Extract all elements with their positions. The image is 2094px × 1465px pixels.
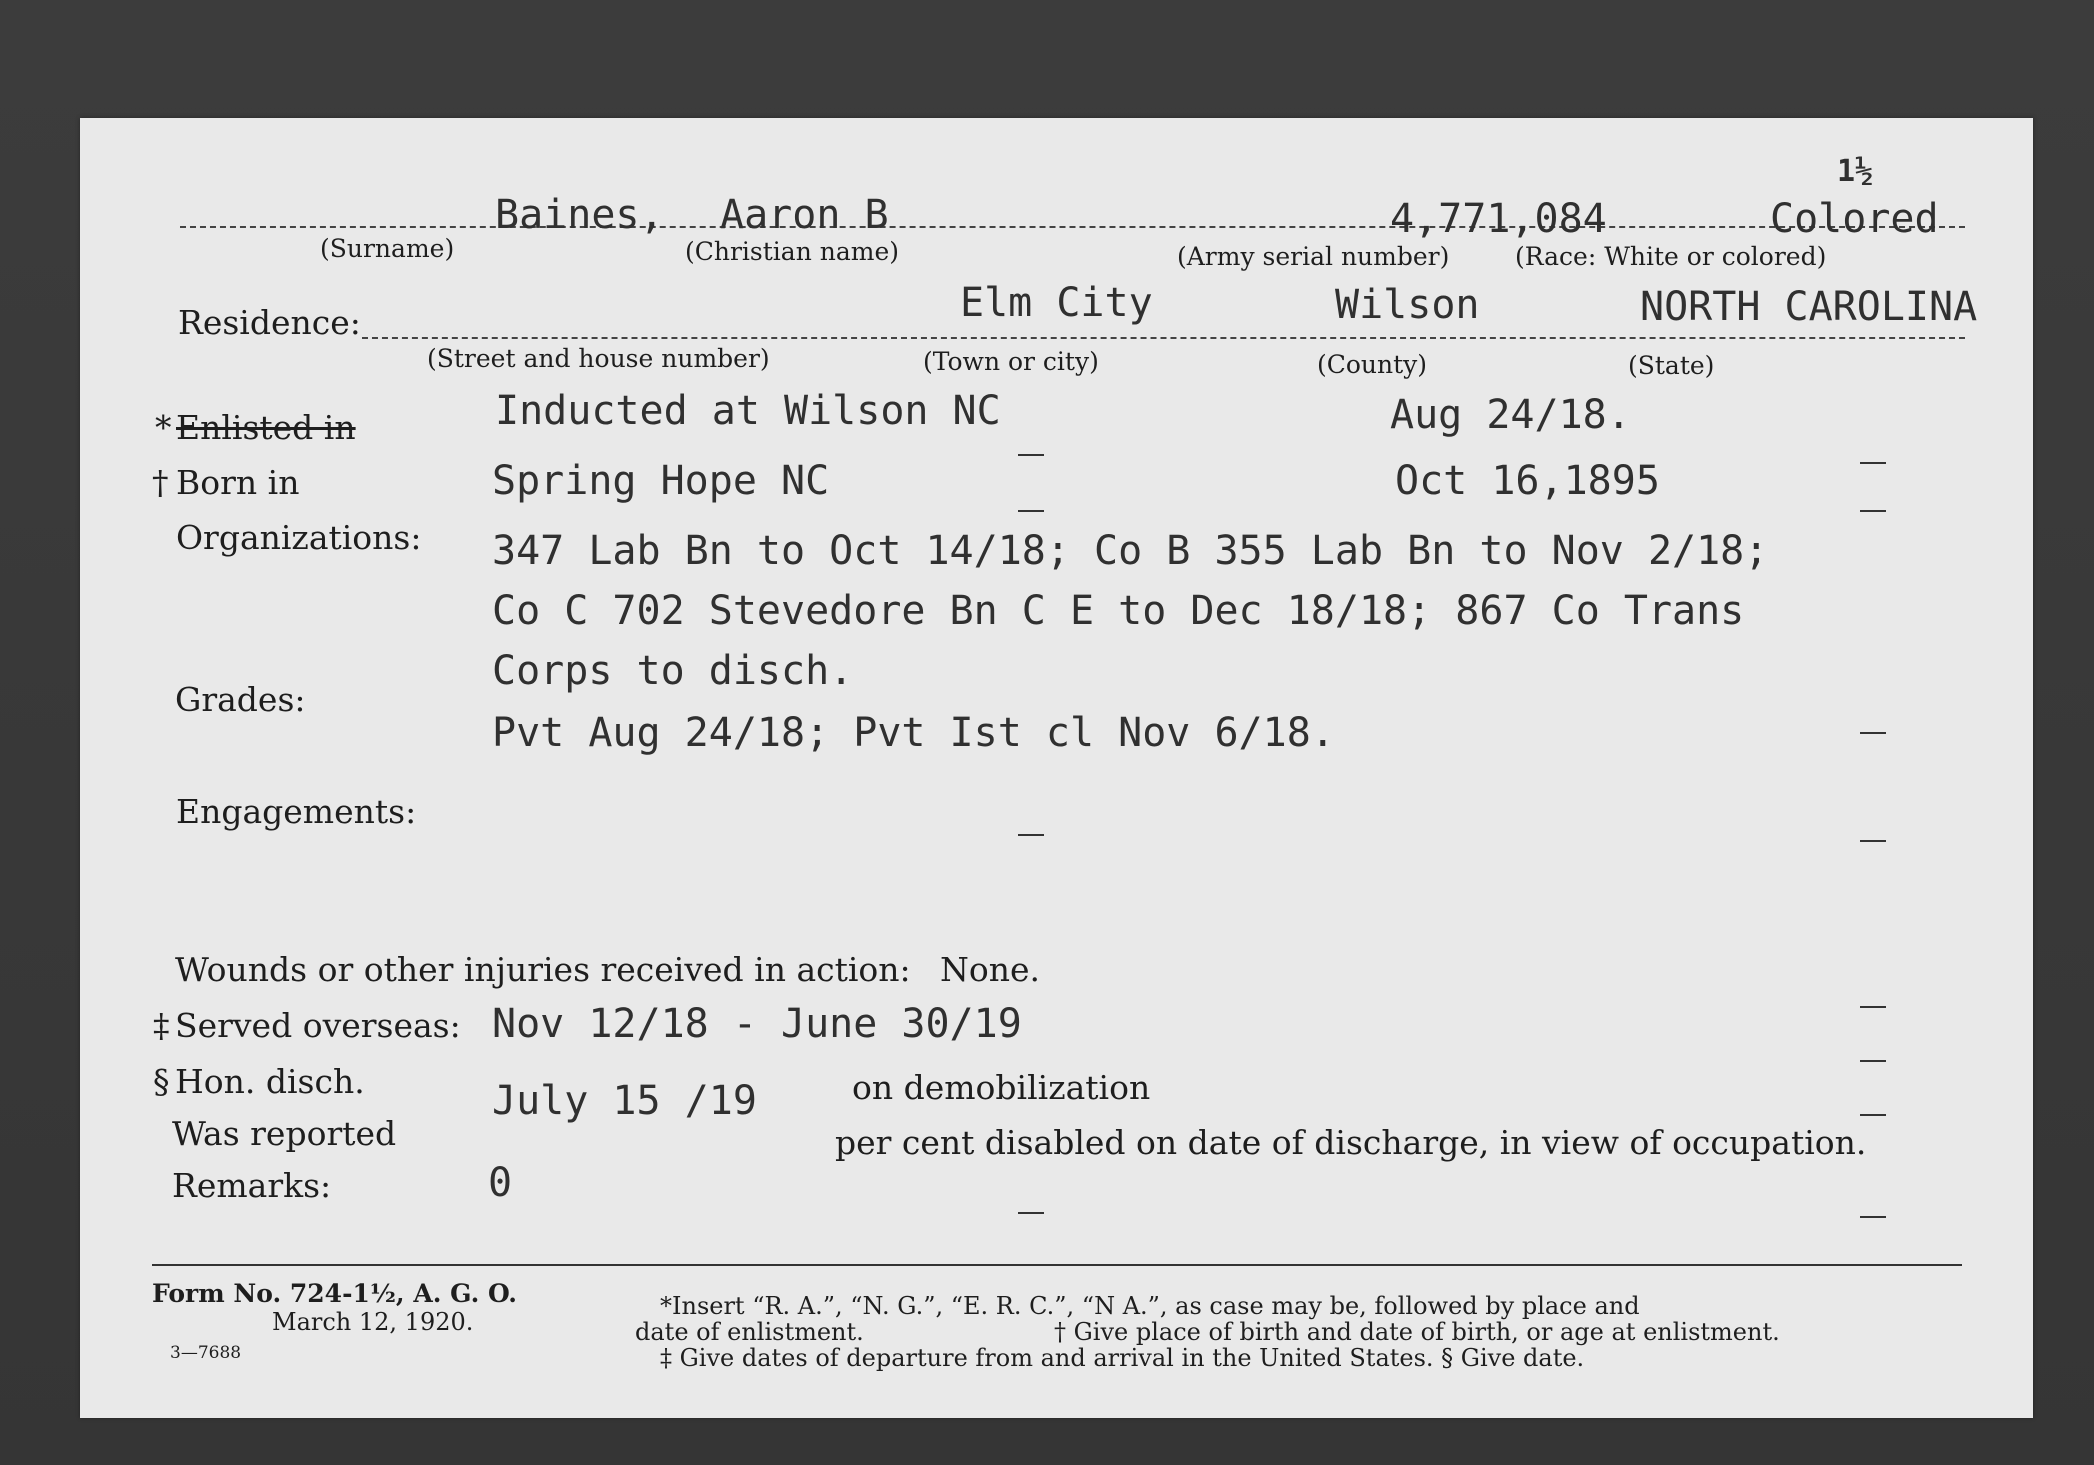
margin-mark xyxy=(1860,1060,1886,1062)
name-line xyxy=(180,226,1965,228)
organization-line-1: 347 Lab Bn to Oct 14/18; Co B 355 Lab Bn to Nov 2/18; xyxy=(492,528,1769,574)
remarks-value: 0 xyxy=(488,1160,513,1206)
born-label: Born in xyxy=(176,463,300,502)
residence-line xyxy=(362,337,1965,339)
race-value: Colored xyxy=(1770,196,1939,242)
state-caption: (State) xyxy=(1628,351,1715,380)
hon-disch-label: Hon. disch. xyxy=(175,1062,365,1101)
hon-disch-note: on demobilization xyxy=(852,1068,1151,1107)
wounds-label: Wounds or other injuries received in action: xyxy=(175,950,911,989)
form-date: March 12, 1920. xyxy=(272,1308,474,1336)
wounds-value: None. xyxy=(940,950,1041,989)
residence-state-value: NORTH CAROLINA xyxy=(1640,284,1978,330)
organization-line-3: Corps to disch. xyxy=(492,648,854,694)
born-value: Spring Hope NC xyxy=(492,458,830,504)
surname-caption: (Surname) xyxy=(320,234,455,263)
print-code: 3—7688 xyxy=(170,1343,242,1363)
county-caption: (County) xyxy=(1317,350,1428,379)
residence-county-value: Wilson xyxy=(1335,282,1480,328)
enlisted-date-value: Aug 24/18. xyxy=(1390,392,1631,438)
was-reported-label: Was reported xyxy=(172,1114,397,1153)
margin-mark xyxy=(1018,454,1044,456)
overseas-marker: ‡ xyxy=(153,1006,170,1045)
organizations-label: Organizations: xyxy=(176,518,422,557)
engagements-label: Engagements: xyxy=(176,792,417,831)
hon-disch-value: July 15 /19 xyxy=(492,1078,757,1124)
born-marker: † xyxy=(152,463,169,502)
christian-name-caption: (Christian name) xyxy=(685,237,900,266)
residence-label: Residence: xyxy=(178,303,361,342)
footer-note-1: *Insert “R. A.”, “N. G.”, “E. R. C.”, “N A.”, as case may be, followed by place and xyxy=(660,1292,1640,1320)
enlisted-value: Inducted at Wilson NC xyxy=(495,388,1001,434)
footer-rule xyxy=(152,1264,1962,1266)
margin-mark xyxy=(1018,834,1044,836)
footer-note-3: ‡ Give dates of departure from and arrival in the United States. § Give date. xyxy=(660,1344,1585,1372)
born-date-value: Oct 16,1895 xyxy=(1395,458,1660,504)
remarks-label: Remarks: xyxy=(172,1166,332,1205)
footer-note-2a: date of enlistment. xyxy=(635,1318,864,1346)
margin-mark xyxy=(1860,1006,1886,1008)
grades-value: Pvt Aug 24/18; Pvt Ist cl Nov 6/18. xyxy=(492,710,1335,756)
margin-mark xyxy=(1860,732,1886,734)
enlisted-label: Enlisted in xyxy=(176,408,356,447)
disabled-note: per cent disabled on date of discharge, in view of occupation. xyxy=(835,1123,1867,1162)
race-caption: (Race: White or colored) xyxy=(1515,242,1827,271)
service-record-card xyxy=(80,118,2033,1418)
margin-mark xyxy=(1860,840,1886,842)
margin-mark xyxy=(1860,462,1886,464)
served-overseas-label: Served overseas: xyxy=(175,1006,461,1045)
grades-label: Grades: xyxy=(175,680,306,719)
town-caption: (Town or city) xyxy=(923,347,1099,376)
served-overseas-value: Nov 12/18 - June 30/19 xyxy=(492,1001,1022,1047)
margin-mark xyxy=(1860,510,1886,512)
margin-mark xyxy=(1018,510,1044,512)
hon-disch-marker: § xyxy=(153,1062,170,1101)
form-number: Form No. 724-1½, A. G. O. xyxy=(152,1279,518,1308)
army-serial-caption: (Army serial number) xyxy=(1177,242,1450,271)
christian-name-value: Aaron B xyxy=(720,192,889,238)
residence-town-value: Elm City xyxy=(960,280,1153,326)
surname-value: Baines, xyxy=(495,192,664,238)
enlisted-marker: * xyxy=(155,408,172,447)
card-fraction: 1½ xyxy=(1837,154,1874,189)
margin-mark xyxy=(1018,1212,1044,1214)
margin-mark xyxy=(1860,1216,1886,1218)
margin-mark xyxy=(1860,1114,1886,1116)
footer-note-2b: † Give place of birth and date of birth, or age at enlistment. xyxy=(1054,1318,1780,1346)
serial-number-value: 4,771,084 xyxy=(1390,196,1607,242)
organization-line-2: Co C 702 Stevedore Bn C E to Dec 18/18; 867 Co Trans xyxy=(492,588,1745,634)
street-caption: (Street and house number) xyxy=(427,344,770,373)
